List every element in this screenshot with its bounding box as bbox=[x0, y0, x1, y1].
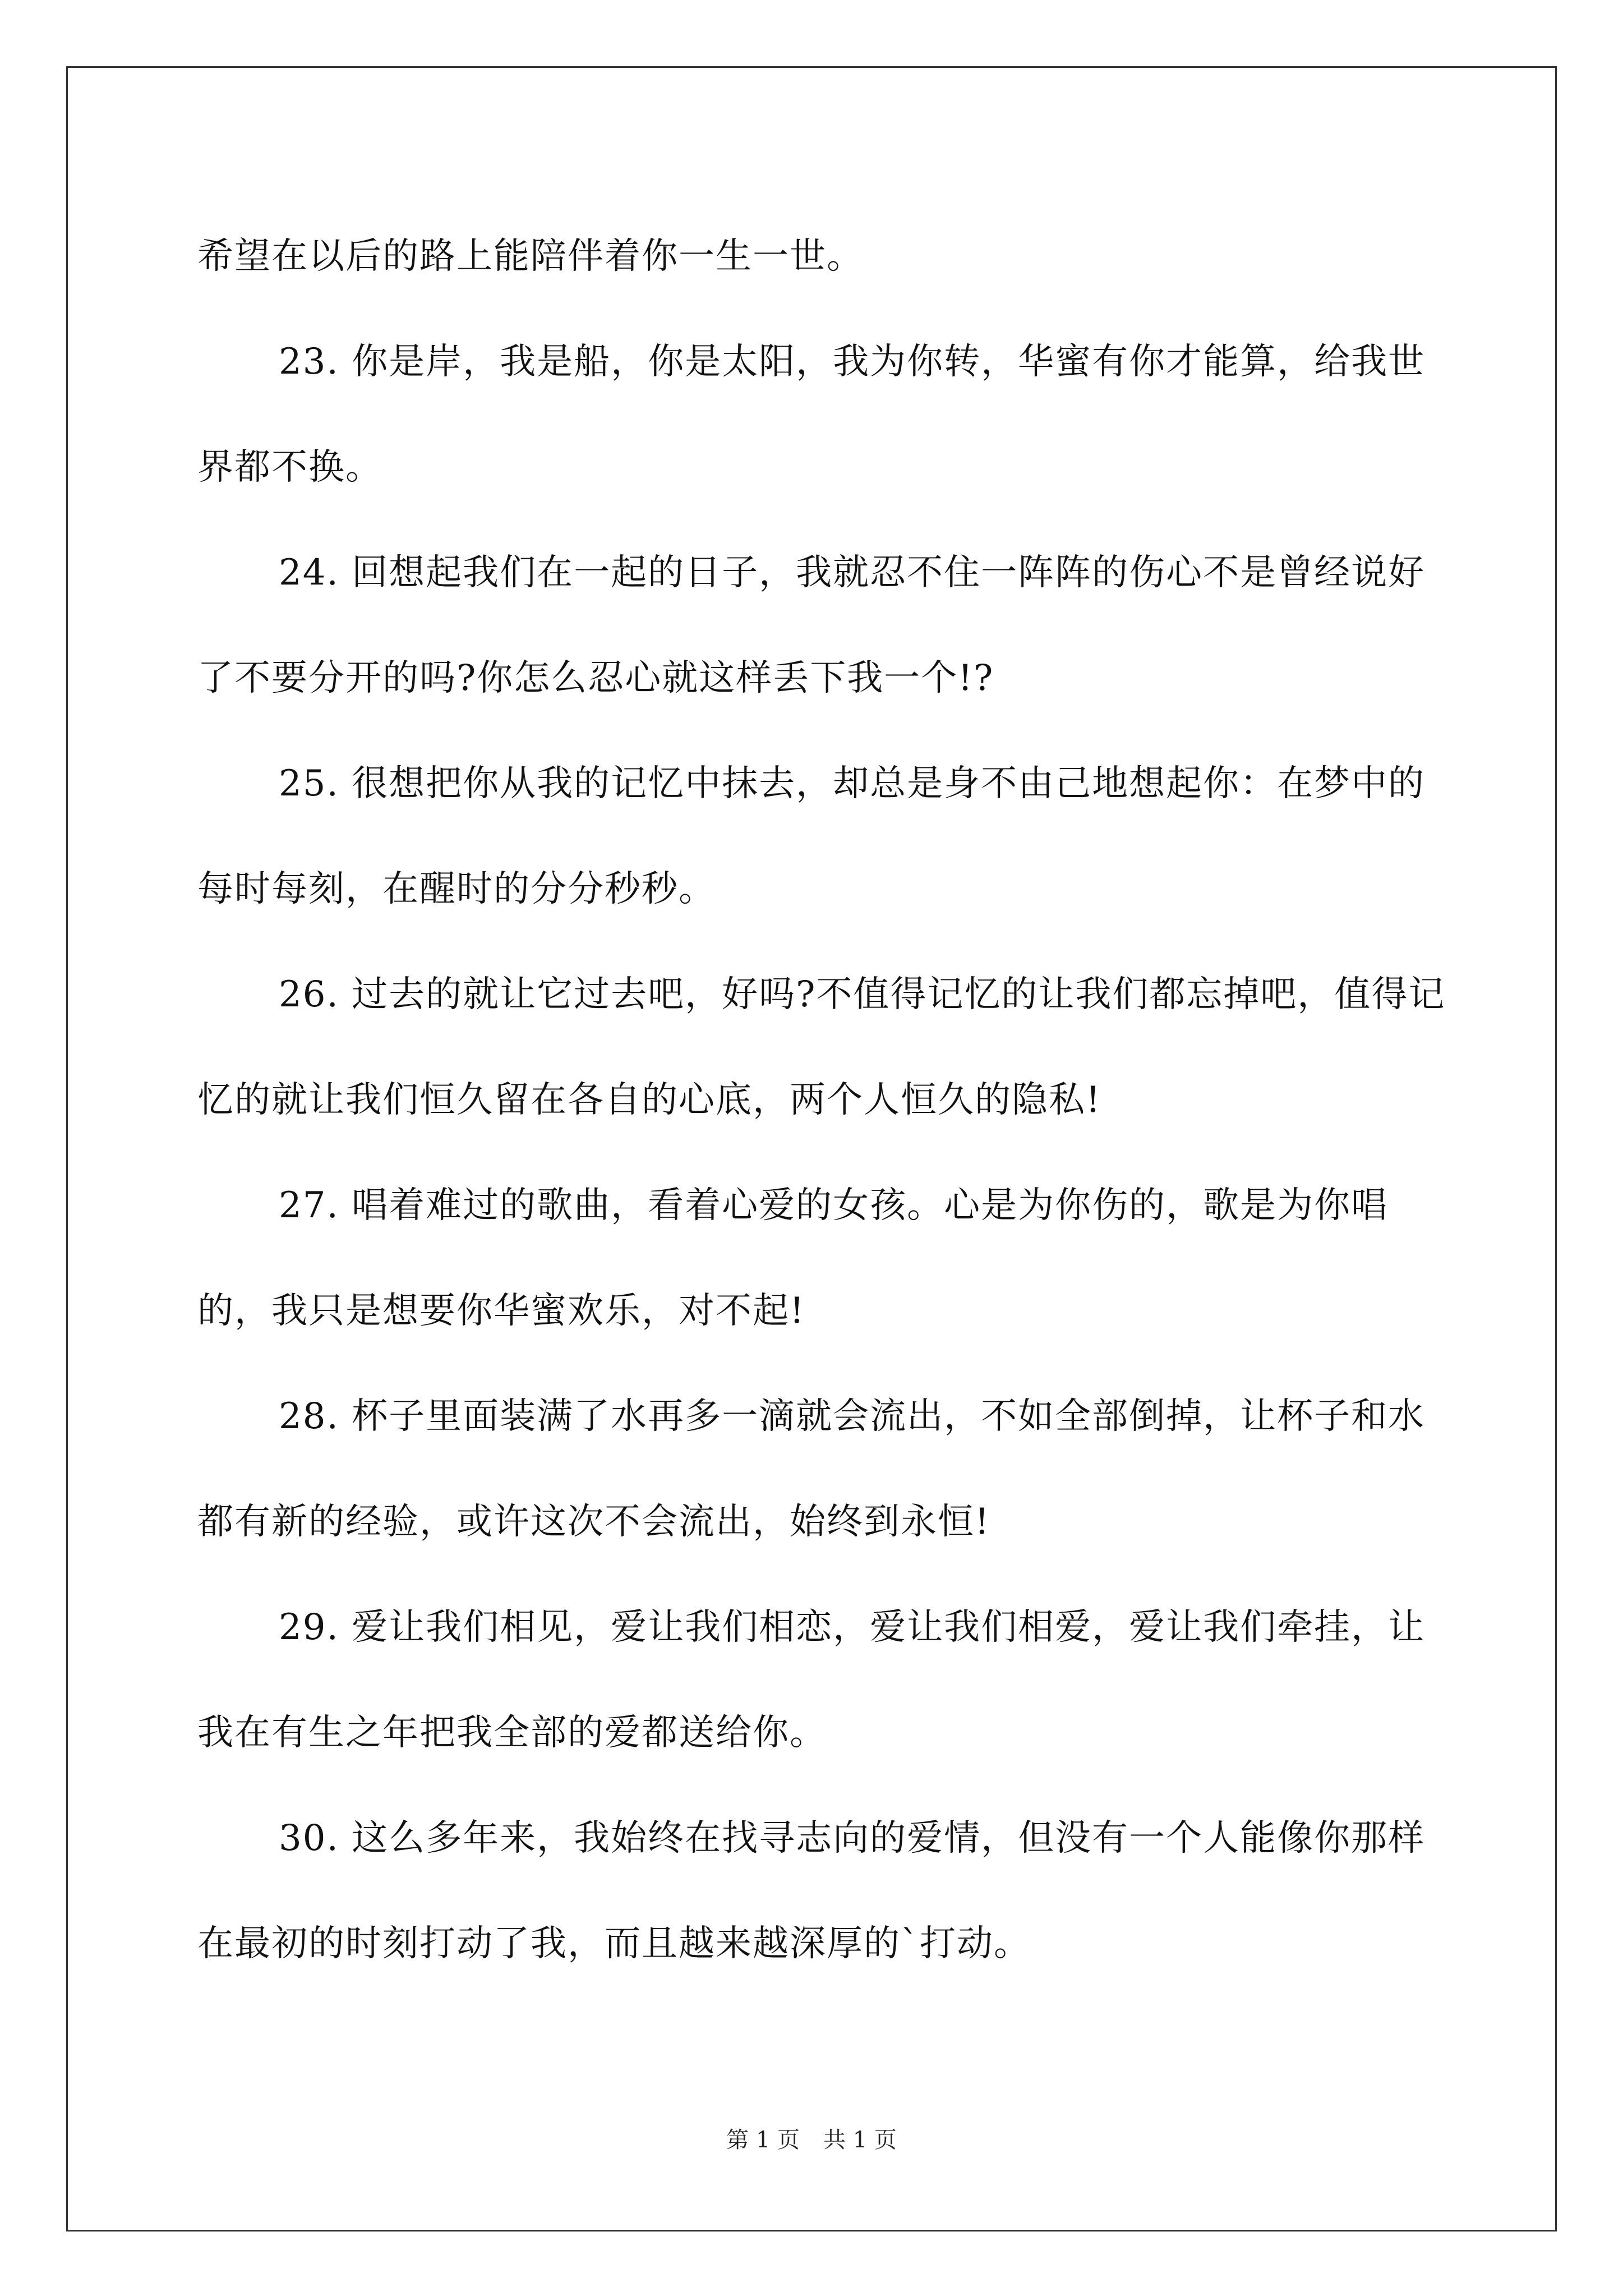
paragraph-item-26: 26. 过去的就让它过去吧，好吗?不值得记忆的让我们都忘掉吧，值得记忆的就让我们恒久留在各自的心底，两个人恒久的隐私! bbox=[197, 974, 1446, 1121]
paragraph-item-23: 23. 你是岸，我是船，你是太阳，我为你转，华蜜有你才能算，给我世界都不换。 bbox=[197, 341, 1426, 488]
paragraph-item-28: 28. 杯子里面装满了水再多一滴就会流出，不如全部倒掉，让杯子和水都有新的经验，或许这次不会流出，始终到永恒! bbox=[197, 1396, 1426, 1543]
paragraph-item-24: 24. 回想起我们在一起的日子，我就忍不住一阵阵的伤心不是曾经说好了不要分开的吗?你怎么忍心就这样丢下我一个!? bbox=[197, 552, 1426, 699]
page-total: 共 1 页 bbox=[823, 2127, 897, 2153]
paragraph-item-25: 25. 很想把你从我的记忆中抹去，却总是身不由己地想起你：在梦中的每时每刻，在醒时的分分秒秒。 bbox=[197, 763, 1426, 910]
paragraph-continuation: 希望在以后的路上能陪伴着你一生一世。 bbox=[197, 236, 864, 277]
paragraph-item-27: 27. 唱着难过的歌曲，看着心爱的女孩。心是为你伤的，歌是为你唱的，我只是想要你华蜜欢乐，对不起! bbox=[197, 1185, 1389, 1332]
document-body bbox=[197, 204, 1454, 1996]
page-number: 第 1 页 bbox=[726, 2127, 800, 2153]
paragraph-item-30: 30. 这么多年来，我始终在找寻志向的爱情，但没有一个人能像你那样在最初的时刻打动了我，而且越来越深厚的`打动。 bbox=[197, 1818, 1426, 1964]
page-footer bbox=[0, 2123, 1623, 2157]
paragraph-item-29: 29. 爱让我们相见，爱让我们相恋，爱让我们相爱，爱让我们牵挂，让我在有生之年把我全部的爱都送给你。 bbox=[197, 1607, 1426, 1754]
